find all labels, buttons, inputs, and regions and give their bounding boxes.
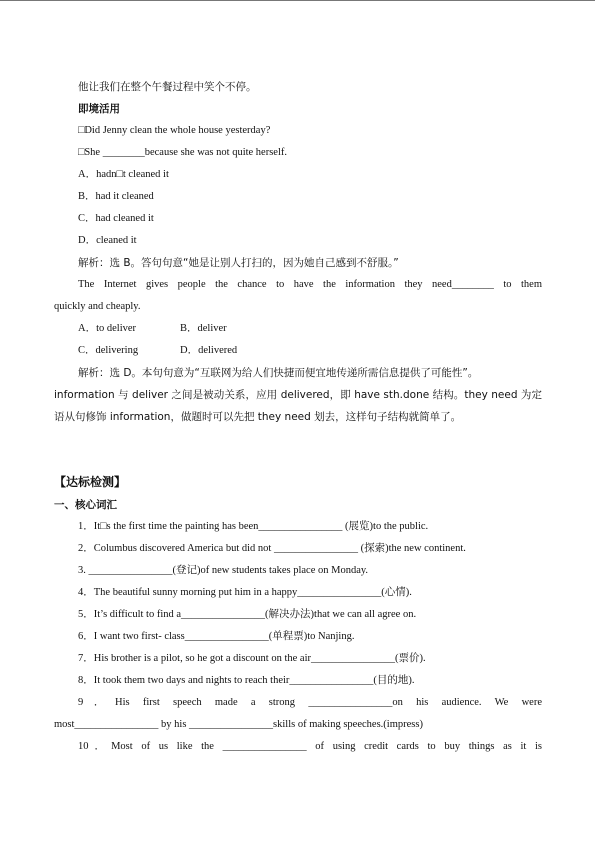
vocab-question-1: 1．It□s the first time the painting has been________________ (展览)to the public. — [78, 521, 429, 532]
option-b: B．had it cleaned — [78, 191, 154, 202]
subsection-heading: 一、核心词汇 — [54, 499, 117, 511]
explanation-line: 解析：选 D。本句句意为“互联网为给人们快捷而便宜地传递所需信息提供了可能性”。 — [78, 367, 479, 379]
explanation-line: 解析：选 B。答句句意“她是让别人打扫的，因为她自己感到不舒服。” — [78, 257, 399, 269]
vocab-question-9-continued: most________________ by his ________________skills of making speeches.(impress) — [54, 719, 423, 730]
vocab-question-2: 2．Columbus discovered America but did not ________________ (探索)the new continent. — [78, 543, 466, 554]
question-line: The Internet gives people the chance to have the information they need________ to them — [78, 279, 542, 290]
option-d: D．delivered — [180, 345, 238, 356]
vocab-question-9: 9．His first speech made a strong ________________on his audience. We were — [78, 697, 542, 708]
vocab-question-10: 10．Most of us like the ________________ of using credit cards to buy things as it is — [78, 741, 542, 752]
dialogue-question: □Did Jenny clean the whole house yesterday? — [78, 125, 271, 136]
section-heading: 【达标检测】 — [54, 475, 127, 489]
vocab-question-7: 7．His brother is a pilot, so he got a discount on the air________________(票价). — [78, 653, 426, 664]
vocab-question-8: 8．It took them two days and nights to reach their________________(目的地). — [78, 675, 415, 686]
section-label-practice: 即境活用 — [78, 103, 120, 115]
vocab-question-6: 6．I want two first- class________________(单程票)to Nanjing. — [78, 631, 355, 642]
option-a: A．to deliver — [78, 323, 137, 334]
explanation-line-continued: information 与 deliver 之间是被动关系，应用 delivered，即 have sth.done 结构。they need 为定 — [54, 389, 542, 401]
question-line-continued: quickly and cheaply. — [54, 301, 141, 312]
option-c: C．delivering — [78, 345, 139, 356]
option-a: A．hadn□t cleaned it — [78, 169, 169, 180]
vocab-question-3: 3. ________________(登记)of new students takes place on Monday. — [78, 565, 369, 576]
explanation-line-continued: 语从句修饰 information，做题时可以先把 they need 划去，这样句子结构就简单了。 — [54, 411, 462, 423]
option-c: C．had cleaned it — [78, 213, 154, 224]
vocab-question-5: 5．It’s difficult to find a________________(解决办法)that we can all agree on. — [78, 609, 417, 620]
dialogue-answer: □She ________because she was not quite herself. — [78, 147, 288, 158]
vocab-question-4: 4．The beautiful sunny morning put him in a happy________________(心情). — [78, 587, 412, 598]
translation-line: 他让我们在整个午餐过程中笑个不停。 — [78, 81, 257, 93]
option-b: B．deliver — [180, 323, 227, 334]
option-d: D．cleaned it — [78, 235, 137, 246]
